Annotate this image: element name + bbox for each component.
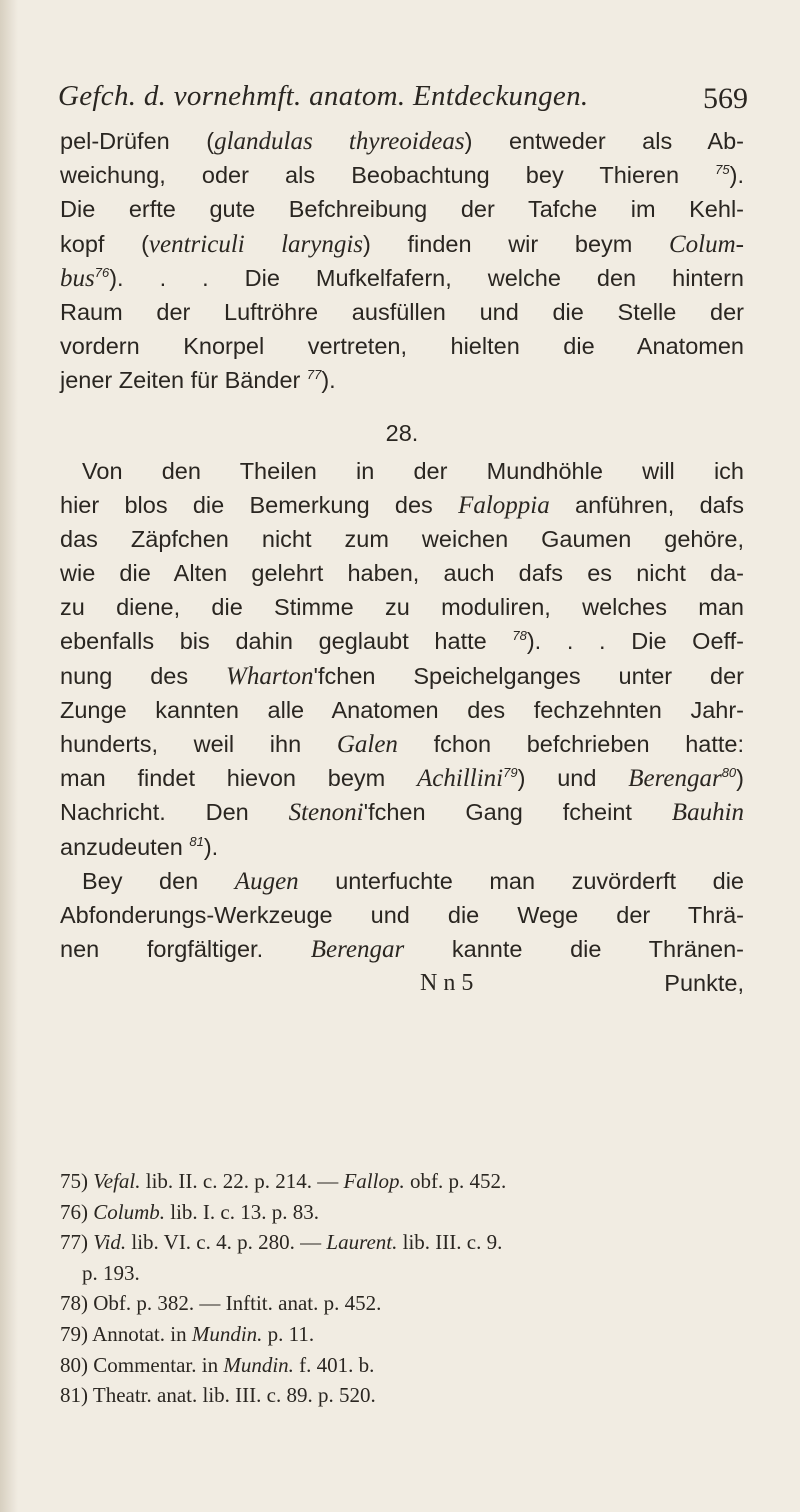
- page-header: [58, 80, 748, 120]
- footnote-78: 78) Obf. p. 382. — Inftit. anat. p. 452.: [60, 1291, 382, 1316]
- text-line: Die erfte gute Befchreibung der Tafche im Kehl-: [60, 196, 744, 223]
- footnote-ref: 78: [512, 628, 527, 644]
- running-head: Gefch. d. vornehmft. anatom. Entdeckungen.: [58, 80, 589, 112]
- name-galen: Galen: [336, 731, 398, 758]
- text-line: anzudeuten $^{81}$).: [60, 833, 219, 860]
- page-edge-shadow: [0, 0, 18, 1512]
- signature-row: [60, 966, 744, 1000]
- body-text: [60, 124, 744, 1001]
- text-line: kopf (ventriculi laryngis) finden wir beym Colum-: [60, 230, 744, 258]
- text-line: Von den Theilen in der Mundhöhle will ich: [82, 457, 744, 484]
- section-number: 28.: [385, 419, 419, 446]
- signature-mark: N n 5: [420, 970, 474, 997]
- text-line: vordern Knorpel vertreten, hielten die Anatomen: [60, 333, 744, 360]
- footnote-ref: 81: [189, 833, 204, 849]
- text-line: hunderts, weil ihn Galen fchon befchrieben hatte:: [60, 731, 744, 758]
- footnote-ref: 79: [503, 765, 518, 781]
- text-line: nen forgfältiger. Berengar kannte die Thränen-: [60, 936, 745, 964]
- text-line: Raum der Luftröhre ausfüllen und die Stelle der: [60, 298, 744, 325]
- footnote-79: 79) Annotat. in Mundin. p. 11.: [60, 1321, 315, 1346]
- footnote-81: 81) Theatr. anat. lib. III. c. 89. p. 520.: [60, 1383, 376, 1408]
- text-line: hier blos die Bemerkung des Faloppia anführen, dafs: [60, 491, 744, 519]
- footnote-ref: 76: [94, 264, 110, 280]
- text-line: Zunge kannten alle Anatomen des fechzehnten Jahr-: [60, 696, 744, 723]
- text-line: bus$^{76}$). . . Die Mufkelfafern, welche den hintern: [60, 264, 744, 292]
- text-line: man findet hievon beym Achillini$^{79}$) und Berengar$^{80}$): [60, 765, 744, 793]
- text-line: zu diene, die Stimme zu moduliren, welches man: [60, 594, 744, 621]
- footnote-77: 77) Vid. lib. VI. c. 4. p. 280. — Laurent. lib. III. c. 9.: [60, 1230, 503, 1255]
- text-line: das Zäpfchen nicht zum weichen Gaumen gehöre,: [60, 525, 744, 552]
- text-line: weichung, oder als Beobachtung bey Thieren $^{75}$).: [60, 162, 744, 189]
- text-line: Bey den Augen unterfuchte man zuvörderft die: [82, 867, 744, 895]
- footnote-80: 80) Commentar. in Mundin. f. 401. b.: [60, 1352, 375, 1377]
- text-line: ebenfalls bis dahin geglaubt hatte $^{78}$). . . Die Oeff-: [60, 628, 744, 655]
- text-line: Nachricht. Den Stenoni'fchen Gang fcheint Bauhin: [60, 799, 745, 827]
- footnote-ref: 80: [721, 765, 737, 781]
- text-line: pel-Drüfen (glandulas thyreoideas) entweder als Ab-: [60, 128, 744, 155]
- text-line: wie die Alten gelehrt haben, auch dafs es nicht da-: [60, 560, 744, 587]
- page-number: 569: [703, 82, 748, 115]
- text-line: jener Zeiten für Bänder $^{77}$).: [60, 367, 336, 394]
- footnote-75: 75) Vefal. lib. II. c. 22. p. 214. — Fallop. obf. p. 452.: [60, 1169, 507, 1193]
- catchword: Punkte,: [664, 970, 744, 997]
- text-line: nung des Wharton'fchen Speichelganges unter der: [60, 662, 744, 690]
- footnote-ref: 77: [306, 367, 322, 383]
- footnote-77-continued: p. 193.: [82, 1260, 140, 1285]
- footnotes: [60, 1166, 750, 1411]
- footnote-ref: 75: [715, 162, 730, 178]
- footnote-76: 76) Columb. lib. I. c. 13. p. 83.: [60, 1199, 319, 1224]
- text-line: Abfonderungs-Werkzeuge und die Wege der Thrä-: [60, 901, 744, 928]
